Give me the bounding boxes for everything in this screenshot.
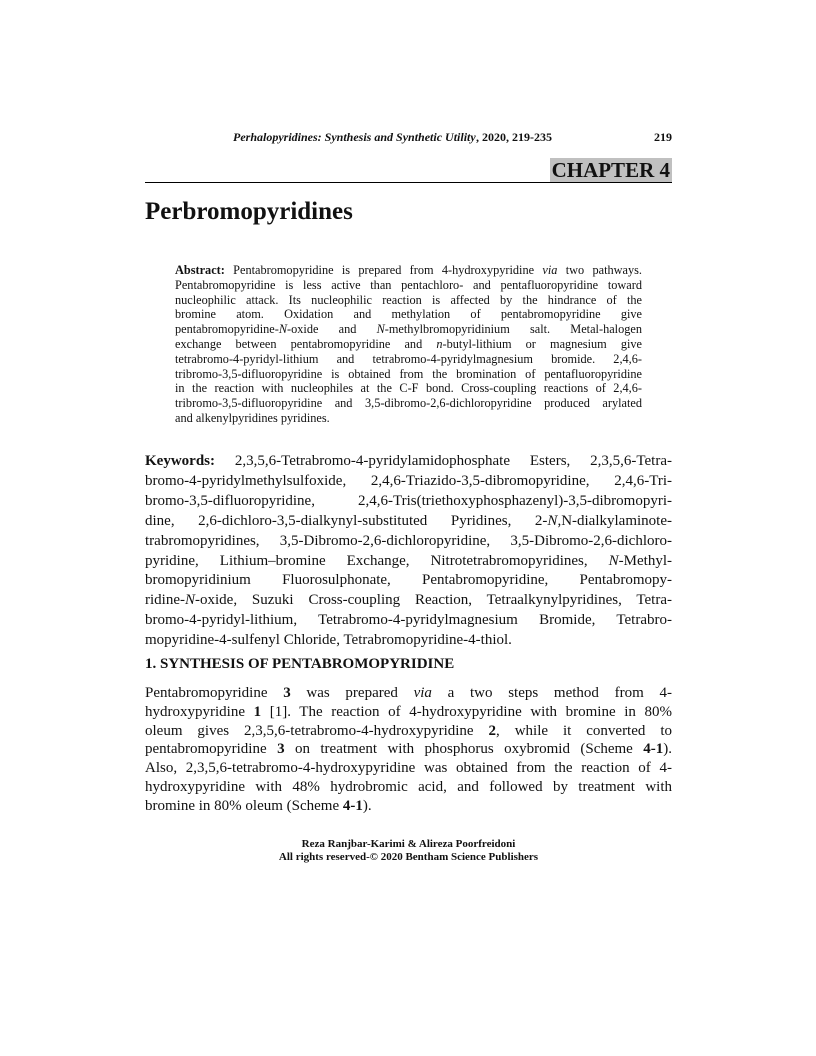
text-run: bromine atom. Oxidation and methylation of pentabromopyridine give <box>175 307 642 322</box>
journal-title: Perhalopyridines: Synthesis and Synthetic Utility <box>233 130 476 144</box>
text-run: Pentabromopyridine <box>145 685 284 701</box>
italic-text: N <box>547 512 558 529</box>
text-line <box>175 263 642 278</box>
header-rule <box>145 182 672 183</box>
text-line <box>145 512 672 532</box>
bold-text: 1 <box>253 703 262 720</box>
italic-text: N <box>608 552 619 569</box>
abstract <box>175 263 642 426</box>
text-run: ridine- <box>145 592 185 609</box>
text-line <box>175 396 642 411</box>
text-run: was prepared <box>290 685 414 701</box>
text-run: two pathways. <box>557 263 642 277</box>
text-line <box>175 367 642 382</box>
text-run: -oxide, Suzuki Cross-coupling Reaction, Tetraalkynylpyridines, Tetra- <box>195 592 672 609</box>
text-line <box>145 759 672 778</box>
text-line <box>145 797 672 816</box>
text-run: exchange between pentabromopyridine and <box>175 336 437 351</box>
text-run: ). <box>663 741 672 758</box>
text-run: tribromo-3,5-difluoropyridine and 3,5-dibromo-2,6-dichloropyridine produced arylated <box>175 396 642 411</box>
bold-text: Keywords: <box>145 453 215 469</box>
italic-text: N <box>184 592 195 609</box>
text-run: bromopyridinium Fluorosulphonate, Pentabromopyridine, Pentabromopy- <box>145 572 672 589</box>
text-run: pentabromopyridine <box>145 741 278 758</box>
text-run: a two steps method from 4- <box>431 685 672 701</box>
text-run: oleum gives 2,3,5,6-tetrabromo-4-hydroxypyridine <box>145 722 489 739</box>
text-run: Also, 2,3,5,6-tetrabromo-4-hydroxypyridine was obtained from the reaction of 4- <box>145 760 672 777</box>
footer-authors: Reza Ranjbar-Karimi & Alireza Poorfreidoni <box>301 838 516 850</box>
text-run: Pentabromopyridine is prepared from 4-hydroxypyridine <box>224 263 543 277</box>
text-run: and alkenylpyridines pyridines. <box>175 410 330 425</box>
text-run: bromine in 80% oleum (Scheme <box>145 797 343 814</box>
footer-rights: All rights reserved-© 2020 Bentham Science Publishers <box>278 851 539 863</box>
text-run: pentabromopyridine- <box>175 322 279 337</box>
text-run: pyridine, Lithium–bromine Exchange, Nitrotetrabromopyridines, <box>145 552 609 569</box>
text-line <box>145 611 672 631</box>
text-run: nucleophilic attack. Its nucleophilic reaction is affected by the hindrance of the <box>175 292 642 307</box>
text-line <box>175 352 642 367</box>
text-run: -oxide and <box>287 322 377 337</box>
text-run: hydroxypyridine with 48% hydrobromic acid, and followed by treatment with <box>145 778 672 795</box>
chapter-title: Perbromopyridines <box>145 198 353 225</box>
text-run: mopyridine-4-sulfenyl Chloride, Tetrabromopyridine-4-thiol. <box>145 632 512 649</box>
text-line <box>145 631 672 651</box>
text-run: 2,3,5,6-Tetrabromo-4-pyridylamidophosphate Esters, 2,3,5,6-Tetra- <box>215 453 672 469</box>
text-line <box>145 722 672 741</box>
bold-text: 4-1 <box>643 741 664 758</box>
text-run: tetrabromo-4-pyridyl-lithium and tetrabromo-4-pyridylmagnesium bromide. 2,4,6- <box>175 351 642 366</box>
italic-text: via <box>413 685 432 701</box>
italic-text: n <box>436 336 443 351</box>
text-line <box>175 293 642 308</box>
bold-text: 3 <box>277 741 285 758</box>
text-line <box>145 532 672 552</box>
bold-text: Abstract: <box>175 263 225 277</box>
page-number: 219 <box>654 130 672 144</box>
text-run: [1]. The reaction of 4-hydroxypyridine with bromine in 80% <box>261 703 673 720</box>
text-run: dine, 2,6-dichloro-3,5-dialkynyl-substituted Pyridines, 2- <box>145 512 548 529</box>
bold-text: 4-1 <box>342 797 363 814</box>
text-run: Pentabromopyridine is less active than pentachloro- and pentafluoropyridine toward <box>175 277 642 292</box>
text-line <box>145 703 672 722</box>
footer <box>145 838 672 864</box>
text-run: tribromo-3,5-difluoropyridine is obtained from the bromination of pentafluoropyridine <box>175 366 642 381</box>
text-line <box>145 472 672 492</box>
text-run: trabromopyridines, 3,5-Dibromo-2,6-dichloropyridine, 3,5-Dibromo-2,6-dichloro- <box>145 532 672 549</box>
text-run: hydroxypyridine <box>145 703 254 720</box>
text-line <box>145 684 672 703</box>
text-run: bromo-4-pyridylmethylsulfoxide, 2,4,6-Triazido-3,5-dibromopyridine, 2,4,6-Tri- <box>145 472 672 489</box>
text-run: ,N-dialkylaminote- <box>557 512 672 529</box>
body-paragraph <box>145 684 672 816</box>
text-line <box>145 778 672 797</box>
text-run: ). <box>362 797 372 814</box>
text-line <box>175 411 642 426</box>
text-line <box>145 452 672 472</box>
text-run: -methylbromopyridinium salt. Metal-halogen <box>384 322 642 337</box>
text-line <box>175 322 642 337</box>
text-line <box>175 381 642 396</box>
text-run: on treatment with phosphorus oxybromid (Scheme <box>284 741 644 758</box>
text-line <box>175 337 642 352</box>
italic-text: N <box>278 322 288 337</box>
text-line <box>175 278 642 293</box>
italic-text: N <box>376 322 385 337</box>
text-run: , while it converted to <box>496 722 672 739</box>
bold-text: 3 <box>283 685 291 701</box>
text-run: bromo-4-pyridyl-lithium, Tetrabromo-4-pyridylmagnesium Bromide, Tetrabro- <box>145 612 672 629</box>
text-line <box>145 740 672 759</box>
italic-text: via <box>542 263 558 277</box>
text-run: bromo-3,5-difluoropyridine, 2,4,6-Tris(triethoxyphosphazenyl)-3,5-dibromopyri- <box>145 492 672 509</box>
text-line <box>145 591 672 611</box>
bold-text: 2 <box>488 722 497 739</box>
text-line <box>145 571 672 591</box>
text-run: -Methyl- <box>618 552 672 569</box>
journal-volume-pages: , 2020, 219-235 <box>476 130 552 144</box>
text-run: in the reaction with nucleophiles at the C-F bond. Cross-coupling reactions of 2,4,6- <box>175 381 642 396</box>
chapter-label: CHAPTER 4 <box>551 158 670 182</box>
keywords <box>145 452 672 651</box>
text-line <box>175 307 642 322</box>
text-run: -butyl-lithium or magnesium give <box>442 336 642 351</box>
text-line <box>145 552 672 572</box>
text-line <box>145 492 672 512</box>
section-heading: 1. SYNTHESIS OF PENTABROMOPYRIDINE <box>145 656 455 672</box>
